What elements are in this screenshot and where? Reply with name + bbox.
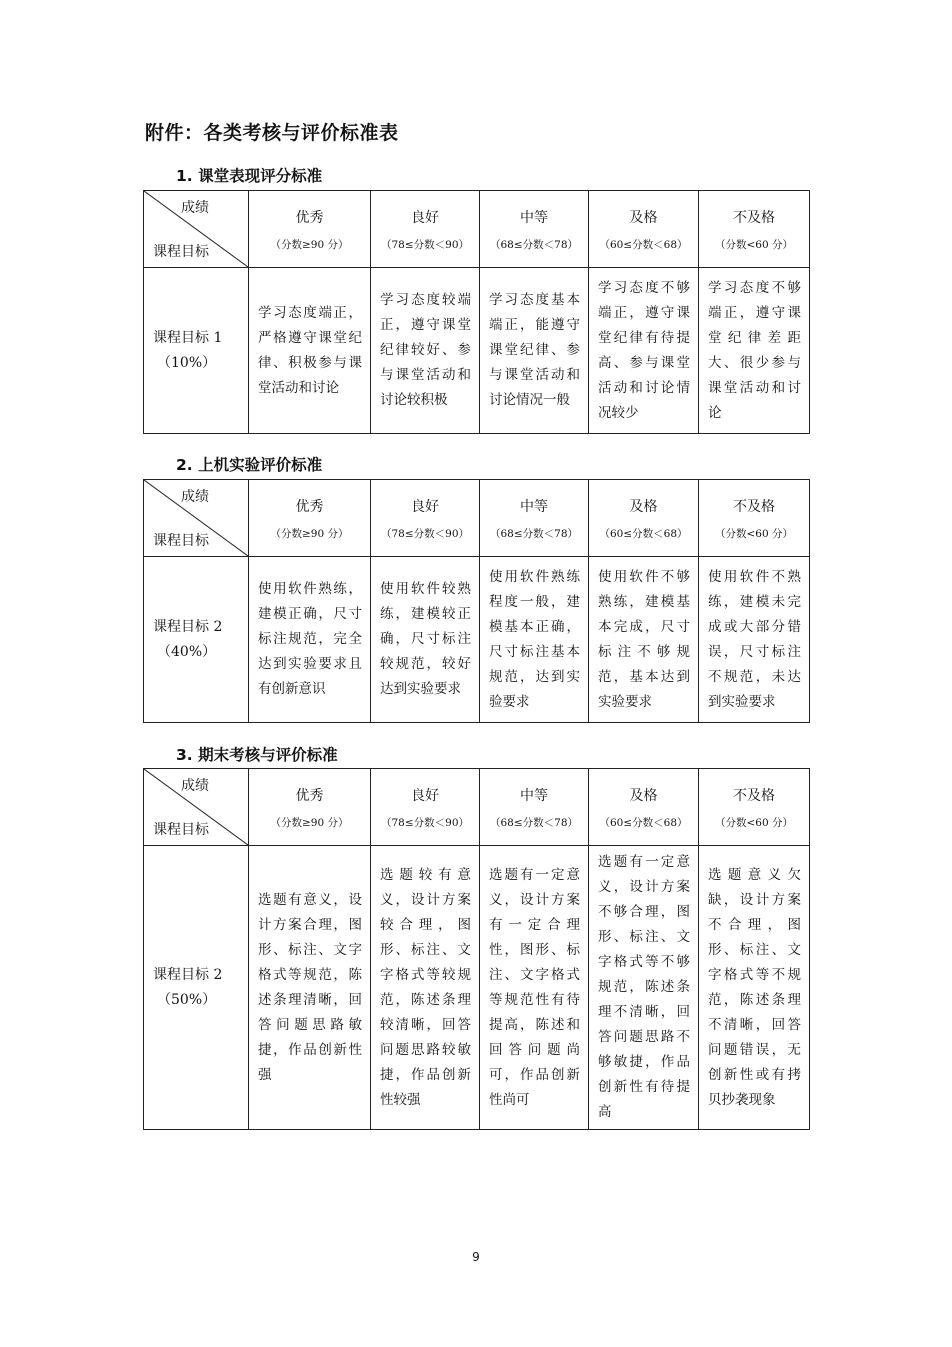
- criteria-pass: 选题有一定意义，设计方案不够合理，图形、标注、文字格式等不够规范，陈述条理不清晰，回答问题思路不够敏捷，作品创新性有待提高: [589, 846, 699, 1130]
- criteria-good: 学习态度较端正，遵守课堂纪律较好、参与课堂活动和讨论较积极: [371, 268, 480, 434]
- criteria-good: 使用软件较熟练，建模较正确，尺寸标注较规范，较好达到实验要求: [371, 557, 480, 723]
- header-row: [144, 769, 810, 846]
- diagonal-header-cell: [144, 480, 249, 557]
- criteria-fail: 选题意义欠缺，设计方案不合理，图形、标注、文字格式等不规范，陈述条理不清晰，回答问题错误，无创新性或有拷贝抄袭现象: [699, 846, 810, 1130]
- criteria-pass: 使用软件不够熟练，建模基本完成，尺寸标注不够规范，基本达到实验要求: [589, 557, 699, 723]
- grade-header-pass: 及格 （60≤分数＜68）: [589, 480, 699, 557]
- grade-header-medium: 中等 （68≤分数＜78）: [480, 769, 589, 846]
- corner-goal-label: 课程目标: [153, 533, 209, 549]
- grade-header-good: 良好 （78≤分数＜90）: [371, 191, 480, 268]
- grade-header-medium: 中等 （68≤分数＜78）: [480, 480, 589, 557]
- course-goal-cell: 课程目标 2 （50%）: [144, 846, 249, 1130]
- criteria-pass: 学习态度不够端正，遵守课堂纪律有待提高、参与课堂活动和讨论情况较少: [589, 268, 699, 434]
- diagonal-header-cell: [144, 769, 249, 846]
- criteria-excellent: 学习态度端正，严格遵守课堂纪律、积极参与课堂活动和讨论: [249, 268, 371, 434]
- diagonal-header-cell: [144, 191, 249, 268]
- lab-experiment-table: [143, 479, 810, 723]
- header-row: [144, 480, 810, 557]
- grade-header-fail: 不及格 （分数<60 分）: [699, 480, 810, 557]
- grade-header-excellent: 优秀 （分数≥90 分）: [249, 191, 371, 268]
- header-row: [144, 191, 810, 268]
- grade-header-pass: 及格 （60≤分数＜68）: [589, 769, 699, 846]
- grade-header-excellent: 优秀 （分数≥90 分）: [249, 769, 371, 846]
- criteria-medium: 学习态度基本端正，能遵守课堂纪律、参与课堂活动和讨论情况一般: [480, 268, 589, 434]
- criteria-fail: 学习态度不够端正，遵守课堂纪律差距大、很少参与课堂活动和讨论: [699, 268, 810, 434]
- grade-header-fail: 不及格 （分数<60 分）: [699, 191, 810, 268]
- criteria-excellent: 使用软件熟练，建模正确，尺寸标注规范，完全达到实验要求且有创新意识: [249, 557, 371, 723]
- classroom-performance-table: [143, 190, 810, 434]
- grade-header-fail: 不及格 （分数<60 分）: [699, 769, 810, 846]
- corner-grade-label: 成绩: [181, 778, 209, 794]
- section-heading-final: 3. 期末考核与评价标准: [176, 746, 338, 764]
- corner-goal-label: 课程目标: [153, 822, 209, 838]
- corner-grade-label: 成绩: [181, 200, 209, 216]
- criteria-fail: 使用软件不熟练，建模未完成或大部分错误，尺寸标注不规范，未达到实验要求: [699, 557, 810, 723]
- corner-grade-label: 成绩: [181, 489, 209, 505]
- criteria-good: 选题较有意义，设计方案较合理，图形、标注、文字格式等较规范，陈述条理较清晰，回答问题思路较敏捷，作品创新性较强: [371, 846, 480, 1130]
- criteria-row: [144, 557, 810, 723]
- course-goal-cell: 课程目标 2 （40%）: [144, 557, 249, 723]
- criteria-medium: 使用软件熟练程度一般，建模基本正确，尺寸标注基本规范，达到实验要求: [480, 557, 589, 723]
- grade-header-medium: 中等 （68≤分数＜78）: [480, 191, 589, 268]
- criteria-row: [144, 268, 810, 434]
- page-number: 9: [472, 1250, 480, 1264]
- course-goal-cell: 课程目标 1 （10%）: [144, 268, 249, 434]
- grade-header-good: 良好 （78≤分数＜90）: [371, 480, 480, 557]
- page-title: 附件：各类考核与评价标准表: [145, 122, 399, 144]
- criteria-medium: 选题有一定意义，设计方案有一定合理性，图形、标注、文字格式等规范性有待提高，陈述和回答问题尚可，作品创新性尚可: [480, 846, 589, 1130]
- grade-header-excellent: 优秀 （分数≥90 分）: [249, 480, 371, 557]
- criteria-row: [144, 846, 810, 1130]
- final-assessment-table: [143, 768, 810, 1130]
- criteria-excellent: 选题有意义，设计方案合理，图形、标注、文字格式等规范，陈述条理清晰，回答问题思路敏捷，作品创新性强: [249, 846, 371, 1130]
- corner-goal-label: 课程目标: [153, 244, 209, 260]
- section-heading-lab: 2. 上机实验评价标准: [176, 456, 323, 474]
- grade-header-pass: 及格 （60≤分数＜68）: [589, 191, 699, 268]
- section-heading-classroom: 1. 课堂表现评分标准: [176, 167, 323, 185]
- grade-header-good: 良好 （78≤分数＜90）: [371, 769, 480, 846]
